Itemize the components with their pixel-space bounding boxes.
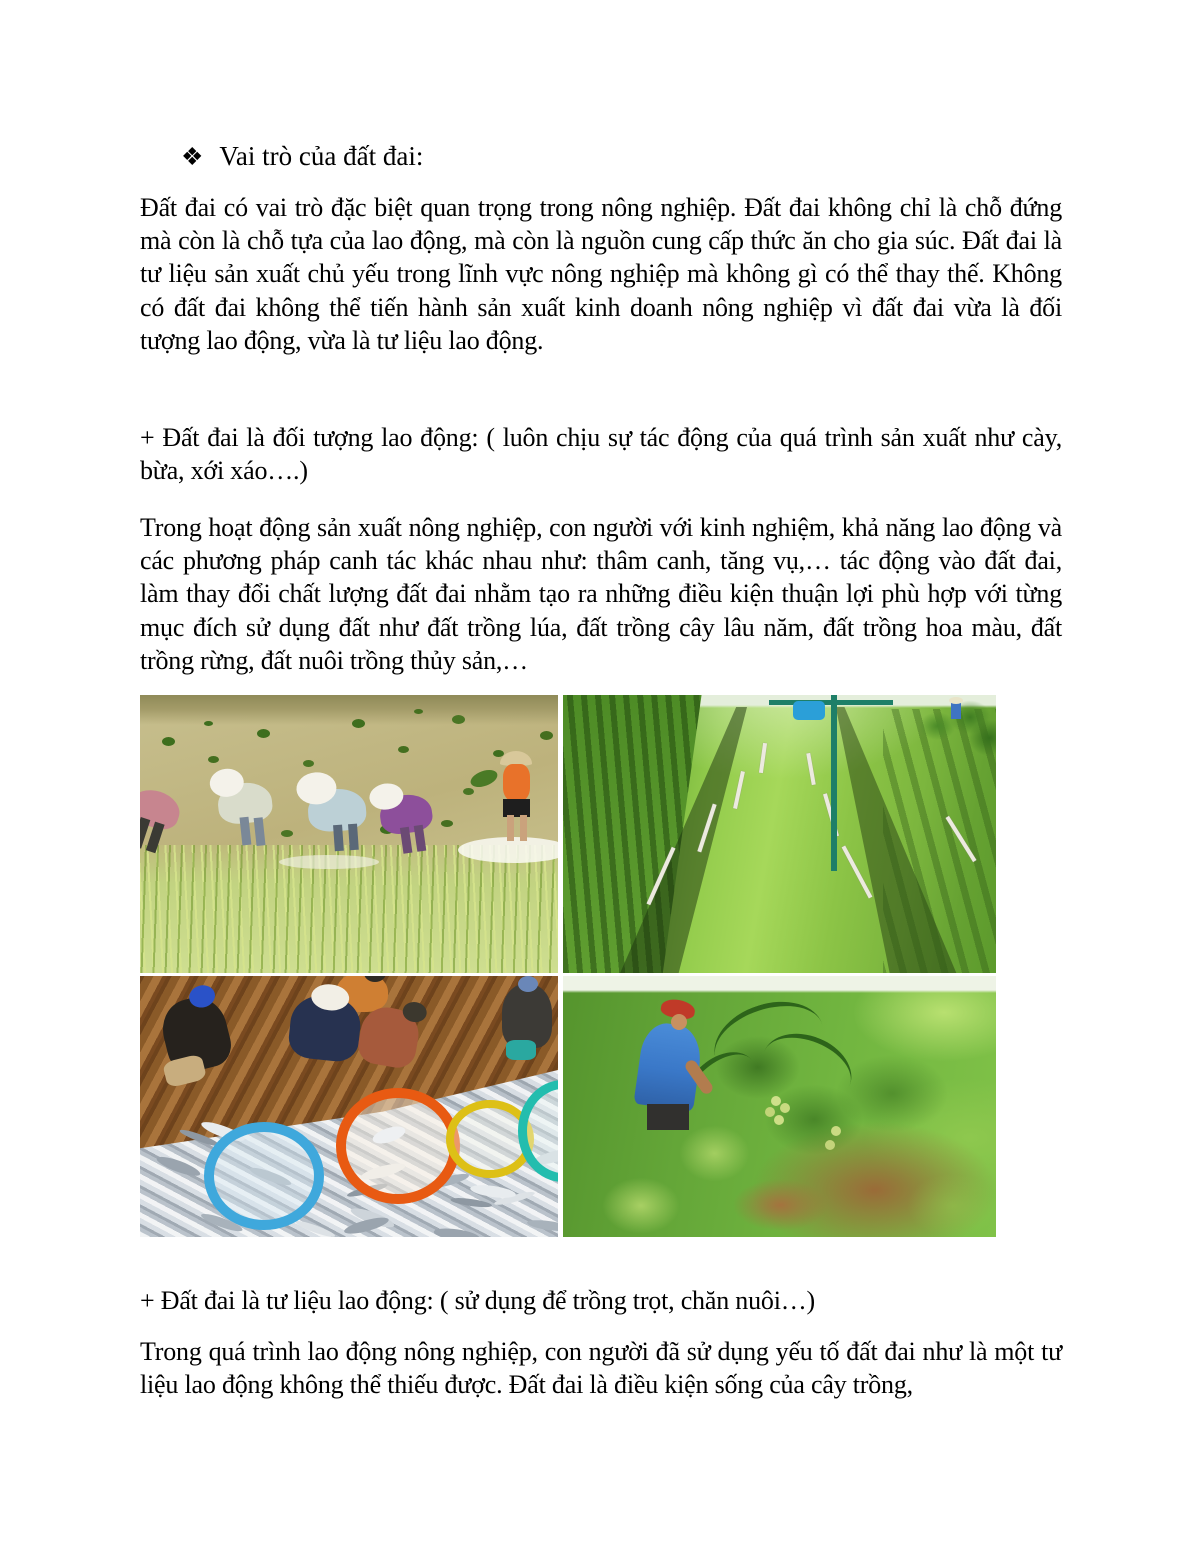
fish-harvest-photo bbox=[140, 976, 558, 1237]
seedling-bundle-shape bbox=[468, 767, 499, 791]
pants-shape bbox=[647, 1104, 689, 1130]
photo-grid bbox=[140, 695, 996, 1237]
white-stake-shape bbox=[733, 771, 745, 809]
background-trees bbox=[866, 695, 996, 769]
teal-pole-shape bbox=[831, 695, 837, 871]
distant-farmer-figure bbox=[951, 703, 961, 719]
blue-water-tank-shape bbox=[793, 701, 825, 720]
fruit-cluster-shape bbox=[771, 1096, 781, 1106]
vegetable-rows-photo bbox=[563, 695, 996, 973]
worker-figure bbox=[502, 984, 552, 1048]
rice-transplanting-photo bbox=[140, 695, 558, 973]
body-paragraph-2: Trong hoạt động sản xuất nông nghiệp, con người với kinh nghiệm, khả năng lao động và các phương pháp canh tác khác nhau như: thâm canh, tăng vụ,… tác động vào đất đai, làm thay đổi chất lượng đất đai nhằm tạo ra những điều kiện thuận lợi phù hợp với từng mục đích sử dụng đất như đất trồng lúa, đất trồng cây lâu năm, đất trồng hoa màu, đất trồng rừng, đất nuôi trồng thủy sản,… bbox=[140, 513, 1062, 675]
farmer-figure bbox=[378, 792, 435, 837]
standing-farmer-orange-shirt bbox=[486, 751, 550, 883]
white-stake-shape bbox=[759, 743, 767, 773]
teal-crossbar-shape bbox=[769, 700, 893, 705]
farmer-figure bbox=[307, 787, 368, 833]
face-shape bbox=[671, 1014, 687, 1030]
section-heading-label: Vai trò của đất đai: bbox=[219, 141, 424, 171]
blue-basket-shape bbox=[204, 1122, 324, 1230]
orange-shirt-shape bbox=[503, 764, 530, 801]
subheading-doi-tuong-lao-dong: + Đất đai là đối tượng lao động: ( luôn chịu sự tác động của quá trình sản xuất như cày, bừa, xới xáo….) bbox=[140, 423, 1062, 486]
legs-shape bbox=[507, 815, 514, 841]
rice-seedling-tufts bbox=[162, 737, 175, 746]
subheading-tu-lieu-lao-dong: + Đất đai là tư liệu lao động: ( sử dụng để trồng trọt, chăn nuôi…) bbox=[140, 1286, 815, 1315]
white-stake-shape bbox=[806, 753, 815, 785]
diamond-bullet-icon: ❖ bbox=[181, 144, 204, 171]
farmer-figure bbox=[216, 780, 274, 825]
section-heading bbox=[140, 139, 1062, 175]
farmer-blue-shirt-figure bbox=[631, 1000, 701, 1130]
farmer-figure bbox=[140, 784, 184, 834]
orange-basket-shape bbox=[336, 1088, 460, 1204]
orchard-photo bbox=[563, 976, 996, 1237]
teal-basket-shape bbox=[518, 1080, 558, 1182]
fish-shapes bbox=[469, 1183, 516, 1200]
soil-patch-shape bbox=[733, 1179, 828, 1231]
body-paragraph-1: Đất đai có vai trò đặc biệt quan trọng trong nông nghiệp. Đất đai không chỉ là chỗ đứng mà còn là chỗ tựa của lao động, mà còn là nguồn cung cấp thức ăn cho gia súc. Đất đai là tư liệu sản xuất chủ yếu trong lĩnh vực nông nghiệp mà không gì có thể thay thế. Không có đất đai không thể tiến hành sản xuất kinh doanh nông nghiệp vì đất đai vừa là đối tượng lao động, vừa là tư liệu lao động. bbox=[140, 193, 1062, 355]
body-paragraph-3: Trong quá trình lao động nông nghiệp, con người đã sử dụng yếu tố đất đai như là một tư liệu lao động không thể thiếu được. Đất đai là điều kiện sống của cây trồng, bbox=[140, 1337, 1062, 1400]
